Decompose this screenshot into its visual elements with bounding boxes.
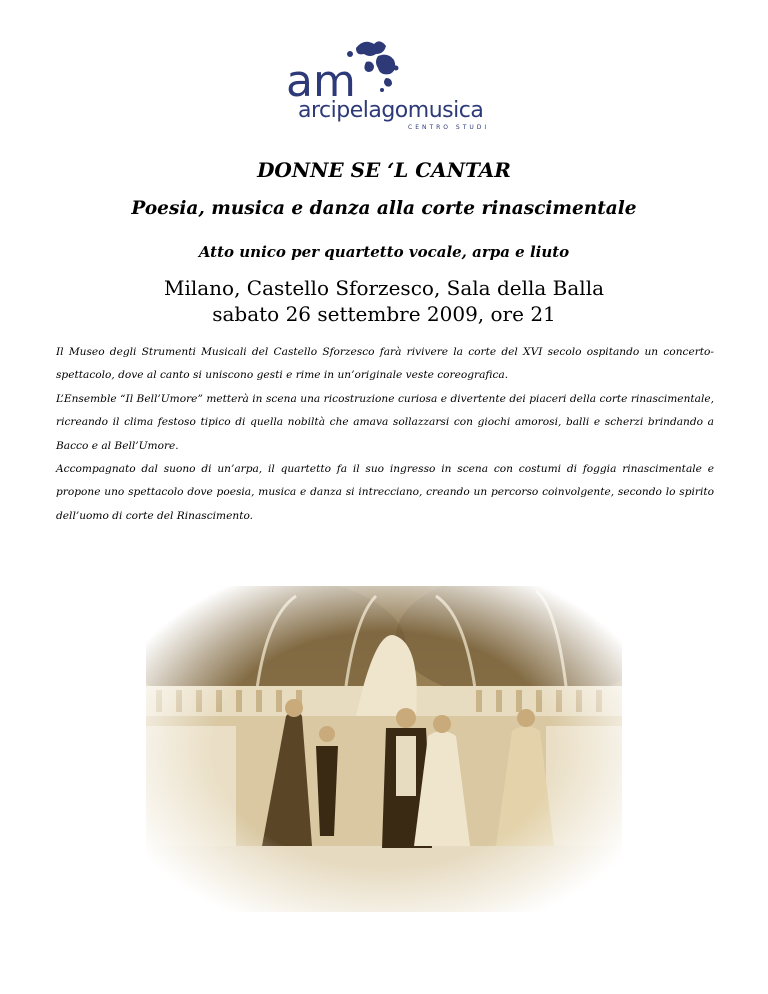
arcipelagomusica-logo	[286, 34, 490, 131]
logo-brand-text: arcipelagomusica	[298, 98, 484, 123]
description-paragraph: Accompagnato dal suono di un’arpa, il quartetto fa il suo ingresso in scena con costumi di foggia rinascimentale e propone uno spettacolo dove poesia, musica e danza si intrecciano, creando un percorso coinvolgente, secondo lo spirito dell’uomo di corte del Rinascimento.	[56, 463, 714, 522]
event-place: Milano, Castello Sforzesco, Sala della Balla	[163, 276, 605, 300]
logo-monogram: am	[286, 56, 356, 107]
description-paragraph: L’Ensemble “Il Bell’Umore” metterà in scena una ricostruzione curiosa e divertente dei piaceri della corte rinascimentale, ricreando il clima festoso tipico di quella nobiltà che amava sollazzarsi con giochi amorosi, balli e scherzi brindando a Bacco e al Bell’Umore.	[56, 392, 714, 452]
page-title: DONNE SE ‘L CANTAR	[257, 158, 511, 182]
description	[56, 341, 714, 528]
ensemble-photo	[146, 586, 622, 912]
logo-subtitle: CENTRO STUDI	[408, 124, 490, 131]
page-subtitle-secondary: Atto unico per quartetto vocale, arpa e liuto	[198, 243, 570, 261]
description-paragraph: Il Museo degli Strumenti Musicali del Castello Sforzesco farà rivivere la corte del XVI secolo ospitando un concerto-spettacolo, dove al canto si uniscono gesti e rime in un’originale veste coreografica.	[56, 346, 714, 382]
page-subtitle: Poesia, musica e danza alla corte rinascimentale	[131, 198, 637, 219]
event-date: sabato 26 settembre 2009, ore 21	[212, 302, 556, 326]
